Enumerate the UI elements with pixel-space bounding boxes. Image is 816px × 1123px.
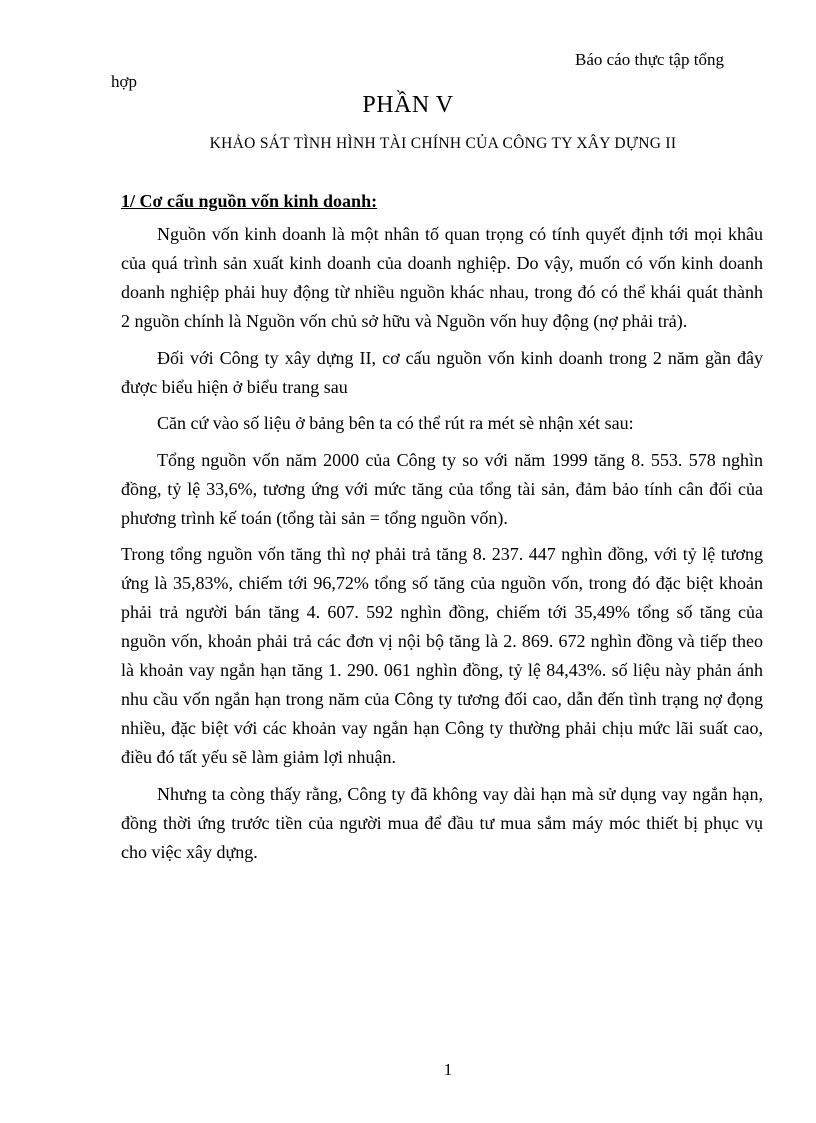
paragraph: Nhưng ta còng thấy rằng, Công ty đã không vay dài hạn mà sử dụng vay ngắn hạn, đồng thời ứng trước tiền của người mua để đầu tư mua sắm máy móc thiết bị phục vụ cho việc xây dựng. [121,783,763,862]
body-text [121,220,763,874]
paragraph: Nguồn vốn kinh doanh là một nhân tố quan trọng có tính quyết định tới mọi khâu của quá trình sản xuất kinh doanh của doanh nghiệp. Do vậy, muốn có vốn kinh doanh doanh nghiệp phải huy động từ nhiều nguồn khác nhau, trong đó có thể khái quát thành 2 nguồn chính là Nguồn vốn chủ sở hữu và Nguồn vốn huy động (nợ phải trả). [121,224,763,331]
section-heading: 1/ Cơ cấu nguồn vốn kinh doanh: [121,191,378,211]
part-title: PHẦN V [362,92,454,118]
running-header: Báo cáo thực tập tổng [575,50,724,69]
running-header-continuation: hợp [111,72,137,91]
paragraph: Tổng nguồn vốn năm 2000 của Công ty so với năm 1999 tăng 8. 553. 578 nghìn đồng, tỷ lệ 33,6%, tương ứng với mức tăng của tổng tài sản, đảm bảo tính cân đối của phương trình kế toán (tổng tài sản = tổng nguồn vốn). [121,449,763,528]
paragraph: Trong tổng nguồn vốn tăng thì nợ phải trả tăng 8. 237. 447 nghìn đồng, với tỷ lệ tương ứng là 35,83%, chiếm tới 96,72% tổng số tăng của nguồn vốn, trong đó đặc biệt khoản phải trả người bán tăng 4. 607. 592 nghìn đồng, chiếm tới 35,49% tổng số tăng của nguồn vốn, khoản phải trả các đơn vị nội bộ tăng là 2. 869. 672 nghìn đồng và tiếp theo là khoản vay ngắn hạn tăng 1. 290. 061 nghìn đồng, tỷ lệ 84,43%. số liệu này phản ánh nhu cầu vốn ngắn hạn trong năm của Công ty tương đối cao, dẫn đến tình trạng nợ đọng nhiều, đặc biệt với các khoản vay ngắn hạn Công ty thường phải chịu mức lãi suất cao, điều đó tất yếu sẽ làm giảm lợi nhuận. [121,544,763,767]
paragraph: Căn cứ vào số liệu ở bảng bên ta có thể rút ra mét sè nhận xét sau: [157,413,634,433]
page-number: 1 [443,1060,453,1079]
chapter-subtitle: KHẢO SÁT TÌNH HÌNH TÀI CHÍNH CỦA CÔNG TY XÂY DỰNG II [209,135,677,152]
paragraph: Đối với Công ty xây dựng II, cơ cấu nguồn vốn kinh doanh trong 2 năm gần đây được biểu hiện ở biểu trang sau [121,347,763,397]
